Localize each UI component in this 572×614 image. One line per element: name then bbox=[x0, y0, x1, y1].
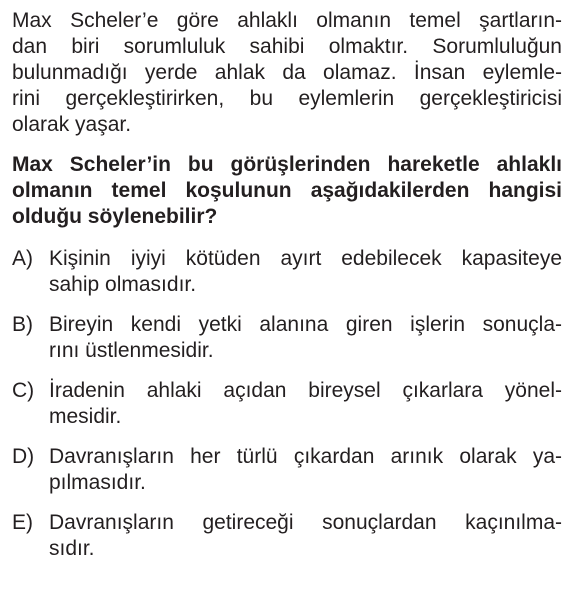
option-text-line: İradenin ahlaki açıdan bireysel çıkarlara yönel- bbox=[49, 379, 562, 402]
option-letter: D) bbox=[12, 445, 35, 468]
option-text-line: sıdır. bbox=[49, 537, 95, 560]
option-b[interactable] bbox=[12, 312, 562, 364]
option-text-line: sahip olmasıdır. bbox=[49, 273, 197, 296]
passage-line: bulunmadığı yerde ahlak da olamaz. İnsan eylemle- bbox=[12, 61, 562, 84]
passage-line: dan biri sorumluluk sahibi olmaktır. Sorumluluğun bbox=[12, 35, 562, 58]
option-text-line: mesidir. bbox=[49, 405, 122, 428]
option-text-line: Davranışların getireceği sonuçlardan kaçınılma- bbox=[49, 511, 562, 534]
option-d[interactable] bbox=[12, 444, 562, 496]
option-text-line: rını üstlenmesidir. bbox=[49, 339, 214, 362]
option-letter: B) bbox=[12, 313, 33, 336]
option-text-line: Kişinin iyiyi kötüden ayırt edebilecek kapasiteye bbox=[49, 247, 562, 270]
option-letter: A) bbox=[12, 247, 33, 270]
passage-text bbox=[12, 8, 562, 138]
passage-line: olarak yaşar. bbox=[12, 113, 132, 136]
question-stem bbox=[12, 152, 562, 230]
question-line: olmanın temel koşulunun aşağıdakilerden hangisi bbox=[12, 179, 562, 202]
question-line: olduğu söylenebilir? bbox=[12, 205, 218, 228]
question-line: Max Scheler’in bu görüşlerinden hareketle ahlaklı bbox=[12, 153, 562, 176]
passage-line: Max Scheler’e göre ahlaklı olmanın temel şartların- bbox=[12, 9, 562, 32]
option-text-line: pılmasıdır. bbox=[49, 471, 146, 494]
option-letter: C) bbox=[12, 379, 35, 402]
option-text-line: Davranışların her türlü çıkardan arınık olarak ya- bbox=[49, 445, 562, 468]
option-c[interactable] bbox=[12, 378, 562, 430]
option-letter: E) bbox=[12, 511, 33, 534]
option-a[interactable] bbox=[12, 246, 562, 298]
option-text-line: Bireyin kendi yetki alanına giren işlerin sonuçla- bbox=[49, 313, 562, 336]
passage-line: rini gerçekleştirirken, bu eylemlerin gerçekleştiricisi bbox=[12, 87, 562, 110]
option-e[interactable] bbox=[12, 510, 562, 562]
question-page bbox=[12, 8, 562, 576]
